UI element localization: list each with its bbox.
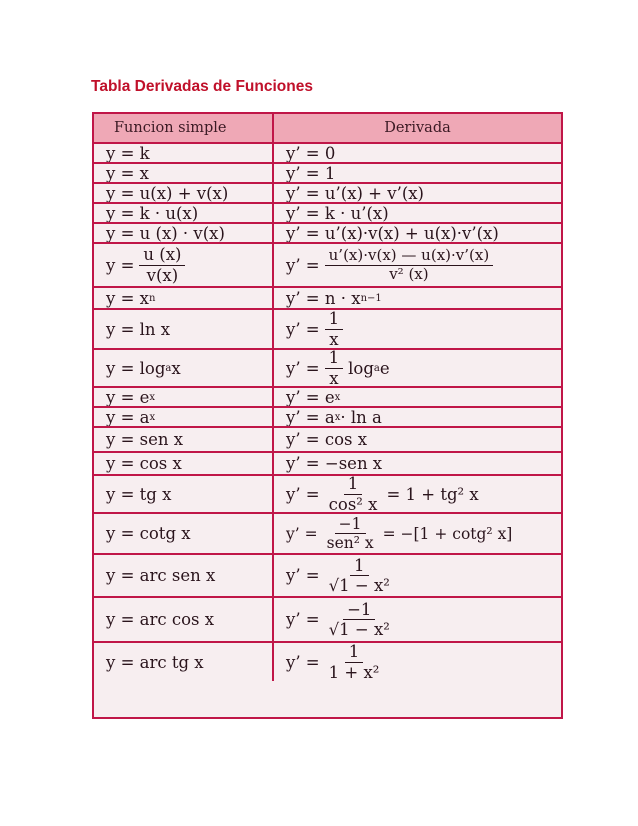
denominator: x bbox=[329, 368, 339, 388]
exponent: x bbox=[334, 391, 341, 403]
document-title: Tabla Derivadas de Funciones bbox=[91, 78, 313, 95]
function-cell: y = tg x bbox=[94, 476, 274, 514]
function-cell bbox=[94, 408, 274, 428]
numerator: 1 bbox=[345, 643, 364, 662]
numerator: u’(x)·v(x) — u(x)·v’(x) bbox=[325, 248, 494, 266]
denominator: √1 − x² bbox=[328, 620, 390, 639]
derivative-cell bbox=[274, 244, 561, 288]
exponent: x bbox=[149, 391, 156, 403]
function-cell: y = u (x) · v(x) bbox=[94, 224, 274, 244]
function-cell bbox=[94, 244, 274, 288]
expr-prefix: y = log bbox=[106, 358, 166, 378]
derivative-cell: y’ = k · u’(x) bbox=[274, 204, 561, 224]
expr-prefix: y’ = bbox=[286, 484, 320, 504]
derivative-cell: y’ = cos x bbox=[274, 428, 561, 453]
function-cell: y = x bbox=[94, 164, 274, 184]
numerator: 1 bbox=[325, 350, 344, 369]
derivative-cell: y’ = −sen x bbox=[274, 453, 561, 476]
numerator: 1 bbox=[325, 310, 344, 329]
derivative-cell bbox=[274, 408, 561, 428]
function-cell: y = cotg x bbox=[94, 514, 274, 555]
expr-prefix: y’ = bbox=[286, 358, 320, 378]
denominator: √1 − x² bbox=[328, 576, 390, 595]
fraction bbox=[325, 310, 344, 348]
expr-suffix: = −[1 + cotg² x] bbox=[382, 524, 513, 543]
fraction bbox=[325, 601, 394, 639]
derivative-cell: y’ = 1 bbox=[274, 164, 561, 184]
function-cell bbox=[94, 350, 274, 388]
function-cell bbox=[94, 288, 274, 310]
exponent: x bbox=[334, 411, 341, 423]
denominator: cos² x bbox=[328, 494, 378, 514]
derivative-cell: y’ = u’(x) + v’(x) bbox=[274, 184, 561, 204]
function-cell: y = arc tg x bbox=[94, 643, 274, 681]
expr-base: y’ = a bbox=[286, 408, 335, 427]
log-base: a bbox=[373, 362, 380, 374]
denominator: x bbox=[329, 329, 339, 349]
derivatives-table bbox=[92, 112, 563, 719]
exponent: x bbox=[149, 411, 156, 423]
expr-prefix: y’ = bbox=[286, 610, 320, 629]
expr-base: y = e bbox=[106, 388, 150, 407]
derivative-cell: y’ = u’(x)·v(x) + u(x)·v’(x) bbox=[274, 224, 561, 244]
function-cell: y = cos x bbox=[94, 453, 274, 476]
fraction bbox=[325, 476, 382, 513]
denominator: 1 + x² bbox=[328, 662, 380, 681]
expr-prefix: y’ = bbox=[286, 566, 320, 585]
numerator: −1 bbox=[343, 601, 375, 620]
function-cell bbox=[94, 388, 274, 408]
numerator: 1 bbox=[350, 557, 369, 576]
function-cell: y = u(x) + v(x) bbox=[94, 184, 274, 204]
log-base: a bbox=[165, 362, 172, 374]
derivative-cell bbox=[274, 514, 561, 555]
numerator: −1 bbox=[335, 516, 366, 534]
function-cell: y = arc sen x bbox=[94, 555, 274, 598]
expr-base: y’ = n · x bbox=[286, 288, 361, 308]
expr-base: y = x bbox=[106, 288, 149, 308]
denominator: v(x) bbox=[146, 265, 179, 285]
exponent: n−1 bbox=[360, 292, 382, 304]
derivative-cell bbox=[274, 598, 561, 643]
exponent: n bbox=[148, 292, 156, 304]
expr-suffix-2: e bbox=[379, 358, 390, 378]
numerator: u (x) bbox=[139, 246, 185, 265]
header-simple-function: Funcion simple bbox=[94, 114, 274, 144]
derivative-cell bbox=[274, 476, 561, 514]
fraction bbox=[323, 516, 378, 552]
derivative-cell bbox=[274, 350, 561, 388]
derivative-cell bbox=[274, 288, 561, 310]
function-cell: y = k · u(x) bbox=[94, 204, 274, 224]
expr-prefix: y’ = bbox=[286, 652, 320, 672]
denominator: v² (x) bbox=[389, 264, 429, 283]
function-cell: y = k bbox=[94, 144, 274, 164]
expr-prefix: y’ = bbox=[286, 255, 320, 275]
expr-suffix: = 1 + tg² x bbox=[386, 484, 479, 504]
function-cell: y = arc cos x bbox=[94, 598, 274, 643]
function-cell: y = ln x bbox=[94, 310, 274, 350]
fraction bbox=[139, 246, 185, 284]
expr-suffix: log bbox=[348, 358, 374, 378]
expr-prefix: y’ = bbox=[286, 319, 320, 339]
derivative-cell: y’ = 0 bbox=[274, 144, 561, 164]
denominator: sen² x bbox=[326, 534, 374, 552]
expr-prefix: y’ = bbox=[286, 524, 318, 543]
header-derivative: Derivada bbox=[274, 114, 561, 144]
fraction bbox=[325, 643, 384, 681]
derivative-cell bbox=[274, 310, 561, 350]
expr-prefix: y = bbox=[106, 255, 135, 275]
expr-suffix: x bbox=[171, 358, 181, 378]
derivative-cell bbox=[274, 643, 561, 681]
expr-suffix: · ln a bbox=[340, 408, 382, 427]
fraction bbox=[325, 350, 344, 387]
derivative-cell bbox=[274, 555, 561, 598]
fraction bbox=[325, 557, 394, 595]
expr-base: y = a bbox=[106, 408, 150, 427]
fraction bbox=[325, 245, 494, 283]
function-cell: y = sen x bbox=[94, 428, 274, 453]
expr-base: y’ = e bbox=[286, 388, 335, 407]
derivative-cell bbox=[274, 388, 561, 408]
numerator: 1 bbox=[344, 476, 363, 495]
